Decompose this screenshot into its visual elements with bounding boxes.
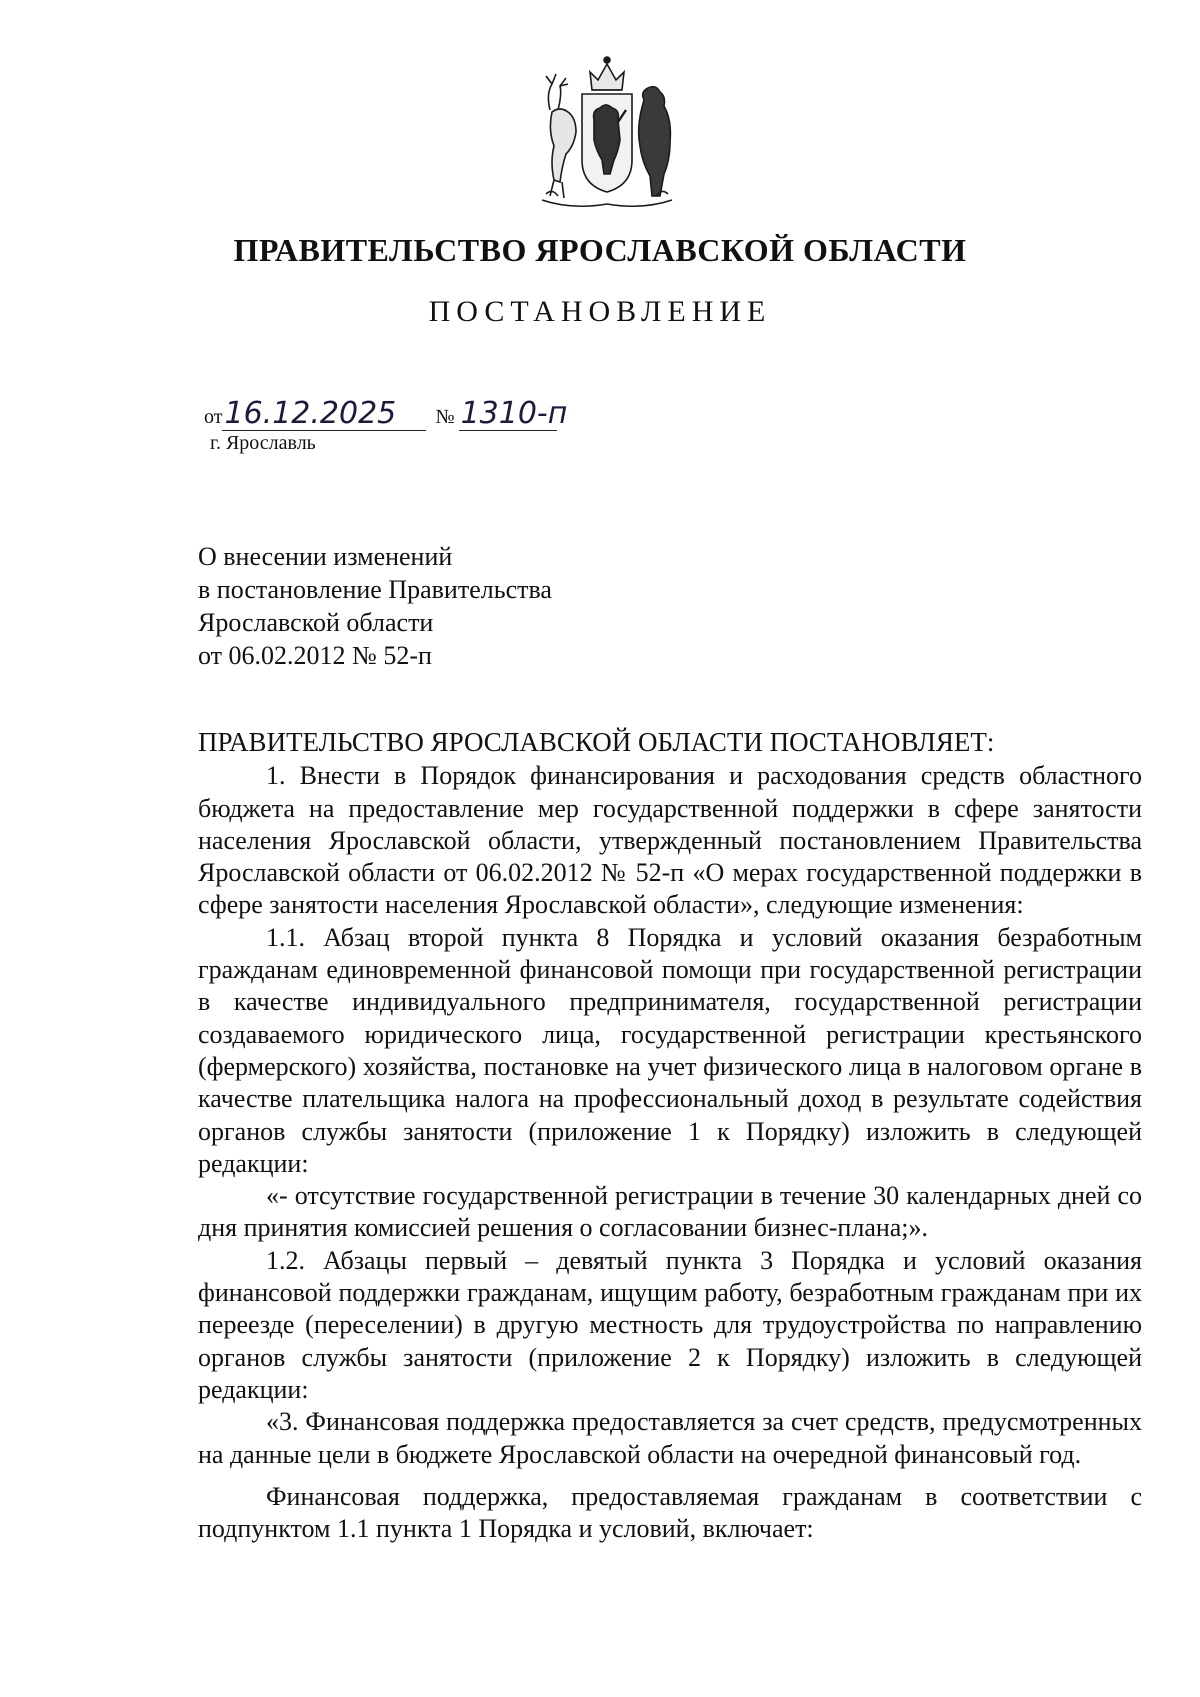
date-prefix: от (204, 406, 223, 428)
subject-line: Ярославской области (198, 608, 434, 637)
body-paragraph: Финансовая поддержка, предоставляемая гражданам в соответствии с подпунктом 1.1 пункта 1 Порядка и условий, включает: (198, 1481, 1142, 1544)
subject-line: О внесении изменений (198, 542, 453, 571)
government-title: ПРАВИТЕЛЬСТВО ЯРОСЛАВСКОЙ ОБЛАСТИ (233, 232, 967, 268)
subject-line: от 06.02.2012 № 52-п (198, 641, 432, 670)
document-type: ПОСТАНОВЛЕНИЕ (428, 295, 772, 328)
registration-line (204, 396, 568, 431)
document-body (198, 726, 1142, 1545)
subject-line: в постановление Правительства (198, 575, 552, 604)
body-paragraph: 1.1. Абзац второй пункта 8 Порядка и условий оказания безработным гражданам единовременной финансовой помощи при государственной регистрации в качестве индивидуального предпринимателя, государственной регистрации создаваемого юридического лица, государственной регистрации крестьянского (фермерского) хозяйства, постановке на учет физического лица в налоговом органе в качестве плательщика налога на профессиональный доход в результате содействия органов службы занятости (приложение 1 к Порядку) изложить в следующей редакции: (198, 922, 1142, 1178)
document-date: 16.12.2025 (222, 398, 426, 431)
city: г. Ярославль (210, 432, 316, 454)
coat-of-arms-icon (532, 50, 682, 210)
document-number: 1310-п (460, 396, 568, 431)
body-paragraph: 1. Внести в Порядок финансирования и расходования средств областного бюджета на предоставление мер государственной поддержки в сфере занятости населения Ярославской области, утвержденный постановлением Правительства Ярославской области от 06.02.2012 № 52-п «О мерах государственной поддержки в сфере занятости населения Ярославской области», следующие изменения: (198, 761, 1142, 920)
resolution-heading: ПРАВИТЕЛЬСТВО ЯРОСЛАВСКОЙ ОБЛАСТИ ПОСТАНОВЛЯЕТ: (198, 727, 995, 757)
body-paragraph: «3. Финансовая поддержка предоставляется за счет средств, предусмотренных на данные цели в бюджете Ярославской области на очередной финансовый год. (198, 1407, 1142, 1469)
body-paragraph: 1.2. Абзацы первый – девятый пункта 3 Порядка и условий оказания финансовой поддержки гражданам, ищущим работу, безработным гражданам при их переезде (переселении) в другую местность для трудоустройства по направлению органов службы занятости (приложение 2 к Порядку) изложить в следующей редакции: (198, 1245, 1142, 1404)
document-subject (198, 540, 552, 672)
number-sign: № (435, 406, 455, 428)
body-paragraph: «- отсутствие государственной регистрации в течение 30 календарных дней со дня принятия комиссией решения о согласовании бизнес-плана;». (198, 1181, 1142, 1243)
